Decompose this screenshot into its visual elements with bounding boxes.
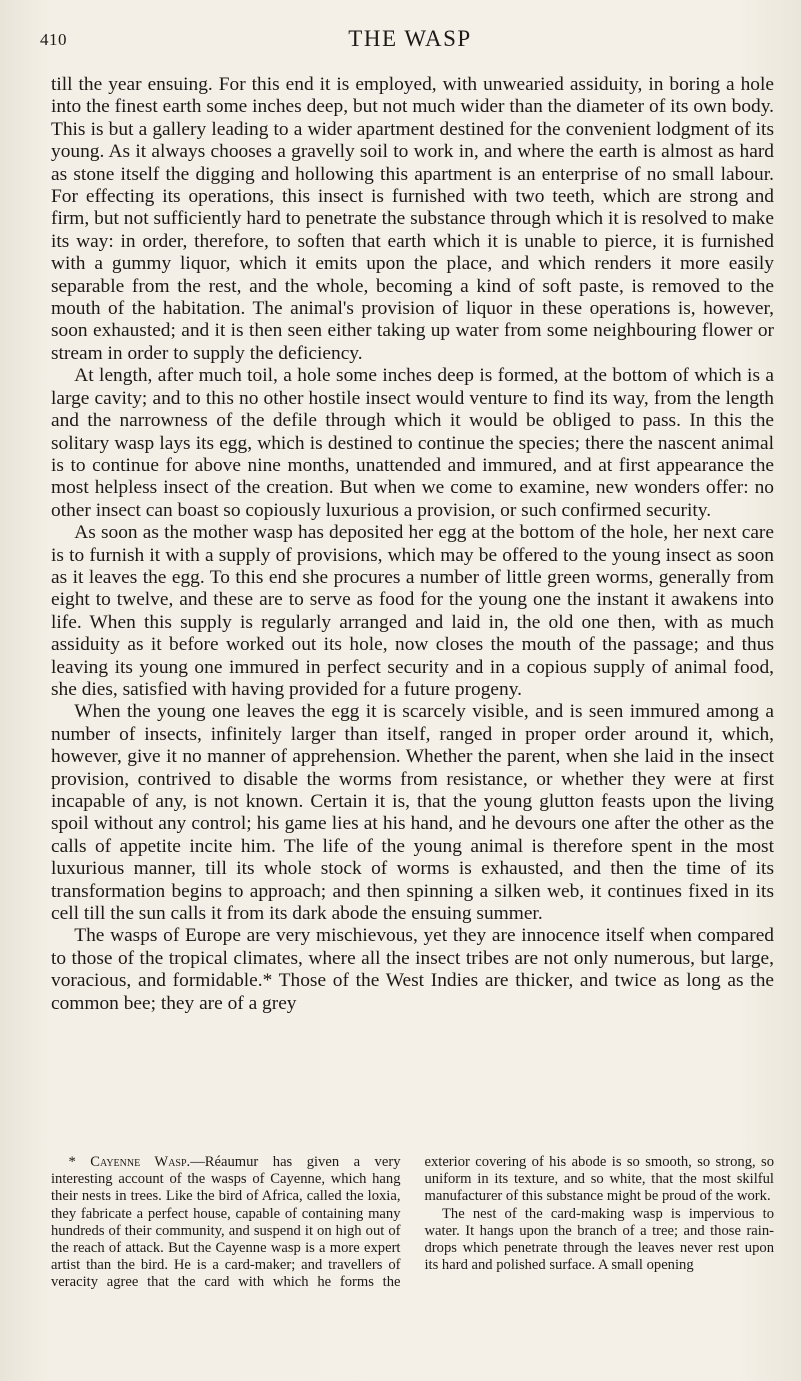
page-number: 410 [40, 30, 67, 49]
paragraph: As soon as the mother wasp has deposited her egg at the bottom of the hole, her next care is to furnish it with a supply of provisions, which may be offered to the young insect as soon as it leaves the egg. To this end she procures a number of little green worms, generally from eight to twelve, and these are to serve as food for the young one the instant it awakens into life. When this supply is regularly arranged and laid in, the old one then, with as much assiduity as it before worked out its hole, now closes the mouth of the passage; and thus leaving its young one immured in perfect security and in a copious supply of animal food, she dies, satisfied with having provided for a future progeny. [51, 522, 774, 700]
paragraph: At length, after much toil, a hole some inches deep is formed, at the bottom of which is a large cavity; and to this no other hostile insect would venture to find its way, from the length and the narrowness of the defile through which it would be obliged to pass. In this the solitary wasp lays its egg, which is destined to continue the species; there the nascent animal is to continue for above nine months, unattended and immured, and at first appearance the most helpless insect of the creation. But when we come to examine, new wonders offer: no other insect can boast so copiously luxurious a provision, or such confirmed security. [51, 365, 774, 521]
paragraph: till the year ensuing. For this end it is employed, with unwearied assiduity, in boring a hole into the finest earth some inches deep, but not much wider than the diameter of its own body. This is but a gallery leading to a wider apartment destined for the convenient lodgment of its young. As it always chooses a gravelly soil to work in, and where the earth is almost as hard as stone itself the digging and hollowing this apartment is an enterprise of no small labour. For effecting its operations, this insect is furnished with two teeth, which are strong and firm, but not sufficiently hard to penetrate the substance through which it is resolved to make its way: in order, therefore, to soften that earth which it is unable to pierce, it is furnished with a gummy liquor, which it emits upon the place, and which renders it more easily separable from the rest, and the whole, becoming a kind of soft paste, is removed to the mouth of the habitation. The animal's provision of liquor in these operations is, however, soon exhausted; and it is then seen either taking up water from some neighbouring flower or stream in order to supply the deficiency. [51, 74, 774, 364]
footnote-paragraph: The nest of the card-making wasp is impervious to water. It hangs upon the branch of a tree; and those rain-drops which penetrate through the leaves never rest upon its hard and polished surface. A small opening [424, 1205, 774, 1274]
body-text [51, 74, 774, 1015]
footnote-text: —Réaumur has given a very interesting account of the wasps of Cayenne, which hang their nests in trees. Like the bird of Africa, called the loxia, they fabricate a perfect house, capable of containing many hundreds of their community, and suspend it on high out of the reach of attack. But the Cayenne wasp is a more expert artist than the bird. He is a card-maker; and travellers of veracity agree that the card with which he forms the exterior covering of his abode is so smooth, so strong, so uniform in its texture, and so white, that the most skilful manufacturer of this substance might be proud of the work. [51, 1154, 774, 1291]
running-head [40, 26, 780, 56]
footnote-lead: * Cayenne Wasp. [68, 1154, 191, 1170]
footnote [51, 1154, 774, 1292]
paragraph: The wasps of Europe are very mischievous, yet they are innocence itself when compared to those of the tropical climates, where all the insect tribes are not only numerous, but large, voracious, and formidable.* Those of the West Indies are thicker, and twice as long as the common bee; they are of a grey [51, 925, 774, 1014]
paragraph: When the young one leaves the egg it is scarcely visible, and is seen immured among a number of insects, infinitely larger than itself, ranged in proper order around it, which, however, give it no manner of apprehension. Whether the parent, when she laid in the insect provision, contrived to disable the worms from resistance, or whether they were at first incapable of any, is not known. Certain it is, that the young glutton feasts upon the living spoil without any control; his game lies at his hand, and he devours one after the other as the calls of appetite incite him. The life of the young animal is therefore spent in the most luxurious manner, till its whole stock of worms is exhausted, and then the time of its transformation begins to approach; and then spinning a silken web, it continues fixed in its cell till the sun calls it from its dark abode the ensuing summer. [51, 701, 774, 925]
running-title: THE WASP [348, 26, 472, 51]
